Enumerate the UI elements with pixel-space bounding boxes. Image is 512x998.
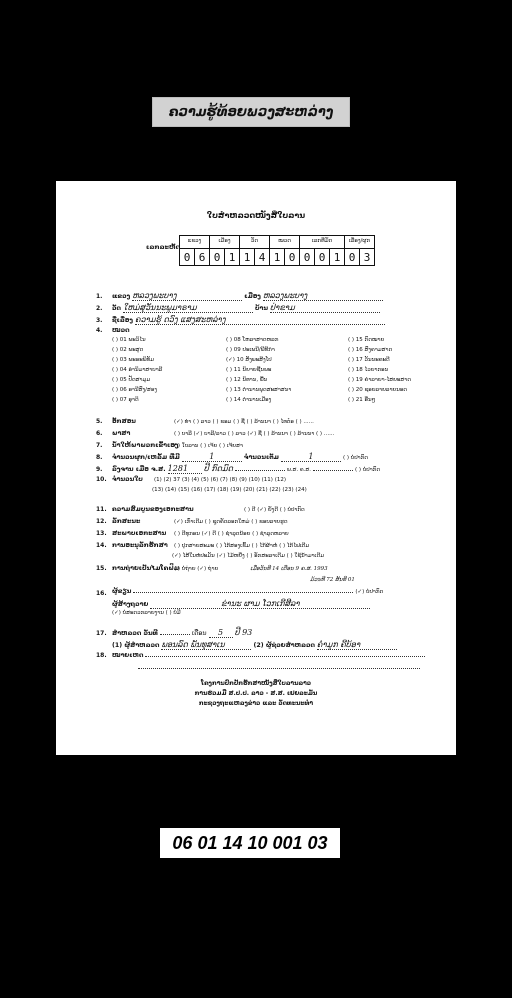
- material-label: ນ້ຳໃຫ້ພາພວກເຂົ້າເອງ: [112, 442, 179, 449]
- category-option: ( ) 07 ອຸາດິ: [112, 397, 139, 403]
- province-value: ຫລວງພະບາງ: [132, 292, 242, 301]
- date-year-name: ປີ ກົດມົດ: [203, 464, 233, 473]
- field-number: 7.: [96, 442, 103, 449]
- province-label: ແຂວງ: [112, 293, 131, 300]
- category-option: ( ) 13 ຕຳນານພຸດສະສາສນາ: [226, 387, 292, 393]
- category-option: ( ) 06 ອານີສົງ/ສອງ: [112, 387, 157, 393]
- completeness-options: ( ) ດີ (✓) ຍັງດີ ( ) ບໍ່ປາກົດ: [244, 507, 305, 513]
- field-character: [112, 519, 288, 526]
- code-digit: 1: [240, 249, 255, 266]
- code-header: ວັດ: [240, 236, 270, 249]
- character-options: (✓) ເກົ່າເດີມ ( ) ຊຸດຄັດລອກໃຫມ່ ( ) ຂອບລາຍຮູດ: [174, 519, 288, 525]
- scribe-label: ຜູ້ຂຽນ: [112, 588, 132, 595]
- category-option: ( ) 02 ພະສູດ: [112, 347, 144, 353]
- total-label: ຈຳນວນເຕັມ: [243, 454, 279, 461]
- field-completeness: [112, 507, 305, 514]
- district-value: ຫລວງພະບາງ: [263, 292, 383, 301]
- category-option: ( ) 05 ປັດສາມຸມ: [112, 377, 151, 383]
- date-be-ce: ພ.ສ. ຄ.ສ.: [286, 467, 311, 473]
- field-number: 6.: [96, 430, 103, 437]
- field-date: [112, 465, 380, 474]
- document-title-label: ຄວາມຮູ້ທ້ອຍພວງສະຫລ່າງ: [152, 97, 350, 127]
- category-section-label: ໝວດ: [112, 327, 130, 334]
- reference-code-label: 06 01 14 10 001 03: [160, 828, 340, 858]
- field-number: 15.: [96, 565, 107, 572]
- code-header: ເລກທີ່ມັດ: [300, 236, 345, 249]
- leaf-count-label: ຈຳນວນໃບ: [112, 476, 143, 483]
- code-digit: 4: [255, 249, 270, 266]
- field-number: 1.: [96, 293, 103, 300]
- date-unknown: ( ) ບໍ່ປາກົດ: [355, 467, 381, 473]
- field-number: 16.: [96, 590, 107, 597]
- microfilm-label: ການຖ່າຍເປັນໄມໂຄຟິມ: [112, 565, 180, 572]
- preservation-label: ການອະນຸລັກຮັກສາ: [112, 542, 168, 549]
- date-line: [235, 470, 285, 471]
- language-options: ( ) ບາລີ (✓) ບາລີ/ລາວ ( ) ລາວ (✓) ຊື່ ( ) ລ້ານນາ ( ) ລ້ານນາ ( ) ......: [174, 431, 335, 437]
- survey-form-sheet: [56, 181, 456, 755]
- code-label: ເລກລະຫັດ: [146, 243, 181, 251]
- preservation-options: ( ) ປຸກສາຍສະມະ ( ) ໄກ້ສອງເຂົ້ມ ( ) ໄກ້ຜ້າຫໍ່ ( ) ໄກ້ໄຟເຕີມ: [174, 543, 310, 549]
- microfilm-date: ເມື່ອວັນທີ 14 ເດືອນ 9 ຄ.ສ. 1993: [250, 566, 328, 572]
- category-option: ( ) 21 ອື່ນໆ: [348, 397, 376, 403]
- field-survey-date: [112, 629, 252, 638]
- code-digit: 1: [270, 249, 285, 266]
- village-value: ປ່າຂາມ: [270, 304, 380, 313]
- fascicles-label: ຈຳນວນຜູກ/ເຫລັ້ມ ທີ່ມີ: [112, 454, 180, 461]
- date-line: [313, 470, 353, 471]
- footer-ministry: ກະຊວງຖະແຫລງຂ່າວ ແລະ ວັດທະນະທຳ: [198, 700, 314, 707]
- story-title-label: ຊື່ເລື່ອງ: [112, 317, 133, 324]
- category-option: ( ) 01 ພະວິໄນ: [112, 337, 146, 343]
- story-title-value: ຄວາມຮູ້ ດວົງ ແສງສະຫລ່າງ: [135, 316, 385, 325]
- category-option: ( ) 17 ວັນນະຄະດີ: [348, 357, 390, 363]
- category-option: ( ) 11 ນິຍາຍຊີ້ນພະ: [226, 367, 272, 373]
- category-option: ( ) 19 ຄຳລາຍາ-ໄສຍະສາດ: [348, 377, 411, 383]
- form-title: ໃບສຳຫລວດໜັງສືໃບລານ: [206, 211, 306, 220]
- donor-value: ຂ່ານະ ຜາມ ໂວກເກີສີລາ: [150, 600, 370, 609]
- footer-cooperation: ການຮ່ວມມື ສ.ປ.ປ. ລາວ - ສ.ສ. ເຢຍລະມັນ: [194, 690, 318, 697]
- field-donor: [112, 600, 370, 609]
- field-preservation: [112, 543, 309, 550]
- code-header: ແຂວງ: [180, 236, 210, 249]
- field-fascicles: [112, 453, 368, 462]
- field-number: 8.: [96, 454, 103, 461]
- code-digit: 0: [315, 249, 330, 266]
- remarks-line-2: [138, 665, 420, 671]
- category-option: ( ) 16 ສົງຄາມສາດ: [348, 347, 393, 353]
- code-digit: 0: [285, 249, 300, 266]
- material-options: ( ) ໃບລານ ( ) ເຈ້ຍ ( ) ເຈ້ຍສາ: [174, 443, 243, 449]
- field-language: [112, 431, 334, 438]
- date-label: ລົງຈານ ເມື່ອ ຈ.ສ.: [112, 466, 166, 473]
- character-label: ລັກສະນະ: [112, 518, 141, 525]
- field-script: [112, 419, 314, 426]
- code-digit: 3: [360, 249, 375, 266]
- field-number: 12.: [96, 518, 107, 525]
- footer-project: ໂຄງການປົກປັກຮັກສາໜັງສືໃບລານລາວ: [200, 680, 312, 687]
- code-digit: 0: [345, 249, 360, 266]
- district-label: ເມືອງ: [244, 293, 261, 300]
- completeness-label: ຄວາມສົມບູນຂອງເອກະສານ: [112, 506, 194, 513]
- survey-date-label: ສຳຫລວດ ວັນທີ: [112, 630, 158, 637]
- code-digit: 0: [210, 249, 225, 266]
- donor-label: ຜູ້ສ້າງຖວາຍ: [112, 601, 149, 608]
- category-option: ( ) 14 ຕຳນານເມືອງ: [226, 397, 272, 403]
- code-digit: 1: [330, 249, 345, 266]
- category-option: ( ) 08 ໂຫລາສາດຫລກ: [226, 337, 279, 343]
- remarks-label: ໝາຍເຫດ: [112, 652, 144, 659]
- field-title: [112, 316, 385, 325]
- code-digit: 0: [180, 249, 195, 266]
- field-number: 3.: [96, 317, 103, 324]
- field-province: [112, 292, 383, 301]
- remarks-line: [138, 668, 420, 669]
- language-label: ພາສາ: [112, 430, 131, 437]
- category-option: (✓) 10 ສັງພະສີງໂປ: [226, 357, 272, 363]
- field-number: 14.: [96, 542, 107, 549]
- survey-day-value: [160, 634, 190, 635]
- surveyor-value: ພອນລົດ ພັນທຸສາເນ: [161, 641, 251, 650]
- field-number: 13.: [96, 530, 107, 537]
- code-digit: 1: [225, 249, 240, 266]
- scribe-unknown: (✓) ບໍ່ປາກົດ: [355, 589, 384, 595]
- remarks-line: [145, 656, 425, 657]
- field-number: 18.: [96, 652, 107, 659]
- script-options: (✓) ທໍາ ( ) ລາວ ( ) ຂອມ ( ) ຊື່ ( ) ລ້ານນາ ( ) ໄທຕ໋ອ ( ) ......: [174, 419, 314, 425]
- field-material: [112, 443, 243, 450]
- microfilm-reel: ມ້ວນທີ 72 ສັນທີ 01: [310, 577, 355, 583]
- category-option: ( ) 04 ອຳນິມາສາບາລີ: [112, 367, 163, 373]
- script-label: ອັກສອນ: [112, 418, 136, 425]
- field-surveyors: [112, 641, 397, 650]
- preservation-options-2: (✓) ໄສ້ໃນຫໍປະມັນ (✓) ໄມ້ຫຍື່ງ ( ) ອັກສະລາເດີມ ( ) ໃຊ້ນ້ຳມາເດີມ: [172, 553, 325, 559]
- assistant-value: ຄຳມູກ ຄີບ້ອາ: [317, 641, 397, 650]
- village-label: ບ້ານ: [254, 305, 268, 312]
- field-condition: [112, 531, 289, 538]
- category-option: ( ) 03 ພະອະພິທັມ: [112, 357, 154, 363]
- field-number: 9.: [96, 466, 103, 473]
- code-digit: 6: [195, 249, 210, 266]
- field-number: 11.: [96, 506, 107, 513]
- surveyor-label: (1) ຜູ້ສຳຫລວດ: [112, 642, 160, 649]
- condition-options: ( ) ດີທຸກອນ (✓) ດີ ( ) ຊຳລຸດນ້ອຍ ( ) ຊຳລຸດຫລາຍ: [174, 531, 289, 537]
- leaf-count-row2: (13) (14) (15) (16) (17) (18) (19) (20) (21) (22) (23) (24): [152, 487, 307, 493]
- survey-month-value: 5: [209, 629, 233, 638]
- donor-options: (✓) ບໍ່ສະດວກລາຍງານ ( ) ບໍ່ມີ: [112, 610, 181, 616]
- code-header: ໝວດ: [270, 236, 300, 249]
- field-number: 2.: [96, 305, 103, 312]
- fascicles-unknown: ( ) ບໍ່ປາກົດ: [342, 455, 368, 461]
- total-value: 1: [281, 453, 341, 462]
- field-microfilm: [112, 566, 328, 573]
- survey-month-label: ເດືອນ: [191, 630, 209, 637]
- fascicles-value: 1: [182, 453, 242, 462]
- temple-label: ວັດ: [112, 305, 121, 312]
- field-number: 10.: [96, 476, 107, 483]
- condition-label: ສະພາບເອກະສານ: [112, 530, 167, 537]
- field-number: 17.: [96, 630, 107, 637]
- code-header: ເມືອງ: [210, 236, 240, 249]
- leaf-count-row1: (1) (2) 37 (3) (4) (5) (6) (7) (8) (9) (10) (11) (12): [154, 477, 286, 483]
- field-number: 5.: [96, 418, 103, 425]
- temple-value: ໃຫມ່ສຸວັນນະພູມາຣາມ: [123, 304, 253, 313]
- code-table: [179, 235, 375, 266]
- field-leaf-count: [112, 477, 286, 484]
- assistant-label: (2) ຜູ້ຊ່ວຍສຳຫລວດ: [253, 642, 315, 649]
- field-remarks: [112, 653, 425, 659]
- field-scribe: [112, 589, 383, 596]
- category-option: ( ) 15 ກົດໝາຍ: [348, 337, 385, 343]
- code-header: ເລື່ອງ/ຜູກ: [345, 236, 375, 249]
- survey-year: ປີ 93: [234, 628, 253, 637]
- scribe-value: [133, 592, 353, 593]
- category-option: ( ) 20 ຊອຍລາຍລາຍນອດ: [348, 387, 407, 393]
- category-option: ( ) 18 ໄວຍາກອນ: [348, 367, 389, 373]
- field-temple: [112, 304, 380, 313]
- field-number: 4.: [96, 327, 103, 334]
- category-option: ( ) 09 ປະເພນີ/ພີທີກໍາ: [226, 347, 275, 353]
- category-option: ( ) 12 ນິທານ, ພື້ນ: [226, 377, 268, 383]
- date-cs-value: 1281: [168, 465, 202, 474]
- code-digit: 0: [300, 249, 315, 266]
- microfilm-options: ( ) ບໍ່ຖ່າຍ (✓) ຖ່າຍ: [174, 566, 219, 572]
